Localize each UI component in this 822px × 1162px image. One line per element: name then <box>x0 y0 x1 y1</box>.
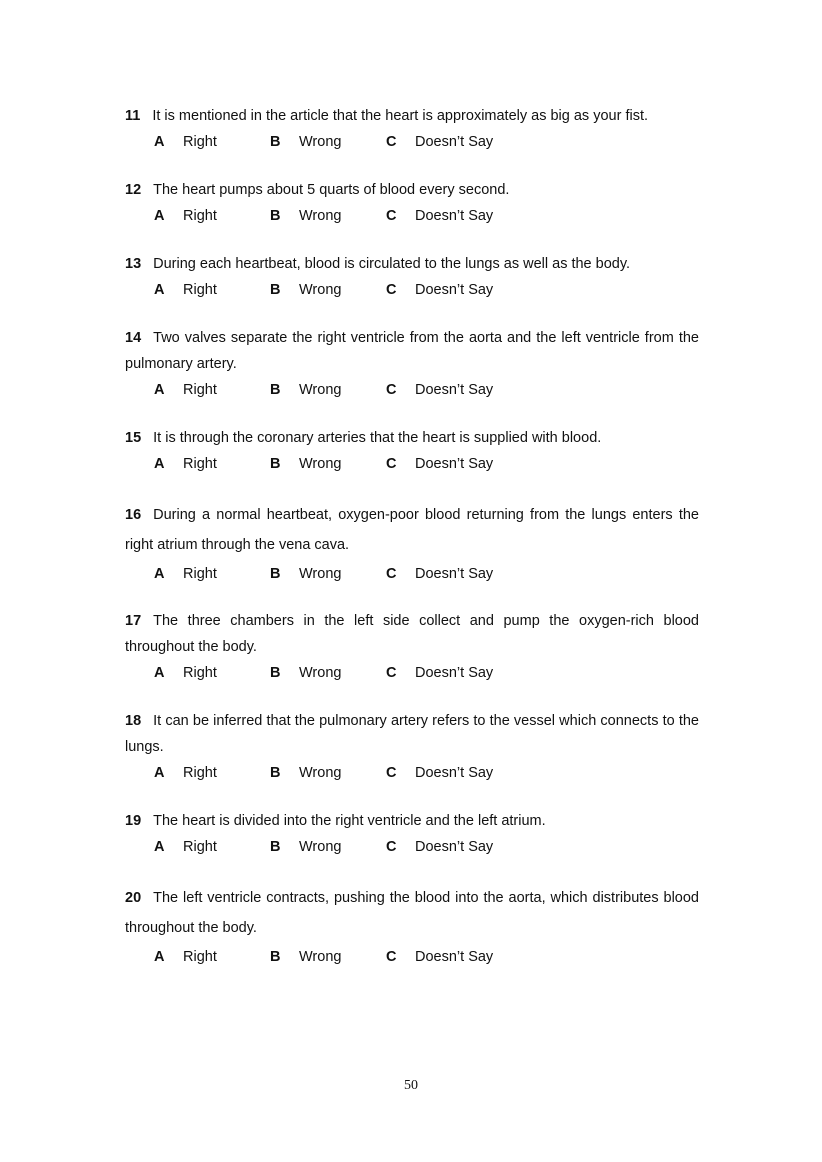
option-a[interactable] <box>154 949 270 965</box>
option-letter: C <box>386 134 397 150</box>
question-number: 17 <box>125 613 142 629</box>
option-b[interactable] <box>270 208 386 224</box>
option-label: Wrong <box>299 134 342 150</box>
question-text: During a normal heartbeat, oxygen-poor blood returning from the lungs enters the right atrium through the vena cava. <box>125 507 699 553</box>
option-label: Wrong <box>299 839 342 855</box>
option-c[interactable] <box>386 456 502 472</box>
option-label: Right <box>183 208 217 224</box>
option-b[interactable] <box>270 456 386 472</box>
option-b[interactable] <box>270 134 386 150</box>
option-label: Wrong <box>299 382 342 398</box>
answer-options <box>154 377 699 403</box>
option-label: Doesn’t Say <box>415 566 494 582</box>
option-c[interactable] <box>386 949 502 965</box>
option-letter: C <box>386 282 397 298</box>
option-label: Wrong <box>299 765 342 781</box>
question-text: It is mentioned in the article that the heart is approximately as big as your fist. <box>152 108 649 124</box>
option-letter: B <box>270 839 281 855</box>
question-number: 15 <box>125 430 142 446</box>
option-letter: A <box>154 456 165 472</box>
option-letter: B <box>270 665 281 681</box>
option-label: Right <box>183 765 217 781</box>
option-b[interactable] <box>270 566 386 582</box>
question-stem <box>125 883 699 943</box>
option-letter: A <box>154 665 165 681</box>
option-label: Doesn’t Say <box>415 134 494 150</box>
option-a[interactable] <box>154 566 270 582</box>
question-16 <box>125 500 699 587</box>
option-c[interactable] <box>386 134 502 150</box>
question-number: 12 <box>125 182 142 198</box>
question-text: The left ventricle contracts, pushing the blood into the aorta, which distributes blood throughout the body. <box>125 890 699 936</box>
question-number: 11 <box>125 108 141 124</box>
question-text: The three chambers in the left side collect and pump the oxygen-rich blood throughout the body. <box>125 613 699 655</box>
option-label: Doesn’t Say <box>415 765 494 781</box>
option-letter: C <box>386 765 397 781</box>
option-label: Wrong <box>299 566 342 582</box>
option-letter: C <box>386 949 397 965</box>
option-a[interactable] <box>154 839 270 855</box>
option-letter: C <box>386 665 397 681</box>
option-label: Right <box>183 949 217 965</box>
option-c[interactable] <box>386 665 502 681</box>
option-letter: B <box>270 382 281 398</box>
option-label: Right <box>183 456 217 472</box>
option-letter: B <box>270 208 281 224</box>
question-20 <box>125 883 699 970</box>
answer-options <box>154 660 699 686</box>
question-text: It is through the coronary arteries that the heart is supplied with blood. <box>153 430 602 446</box>
option-b[interactable] <box>270 282 386 298</box>
option-letter: A <box>154 208 165 224</box>
option-a[interactable] <box>154 208 270 224</box>
option-c[interactable] <box>386 839 502 855</box>
answer-options <box>154 203 699 229</box>
option-label: Wrong <box>299 949 342 965</box>
question-stem <box>125 325 699 377</box>
option-letter: A <box>154 282 165 298</box>
question-11 <box>125 103 699 155</box>
option-label: Doesn’t Say <box>415 282 494 298</box>
question-number: 16 <box>125 507 142 523</box>
option-label: Doesn’t Say <box>415 665 494 681</box>
option-label: Right <box>183 134 217 150</box>
option-letter: B <box>270 282 281 298</box>
answer-options <box>154 451 699 477</box>
option-letter: A <box>154 765 165 781</box>
question-stem <box>125 608 699 660</box>
question-stem <box>125 103 699 129</box>
question-text: The heart is divided into the right ventricle and the left atrium. <box>153 813 546 829</box>
option-a[interactable] <box>154 665 270 681</box>
question-stem <box>125 708 699 760</box>
option-b[interactable] <box>270 765 386 781</box>
option-letter: B <box>270 949 281 965</box>
question-17 <box>125 608 699 686</box>
option-a[interactable] <box>154 456 270 472</box>
option-letter: C <box>386 208 397 224</box>
question-text: Two valves separate the right ventricle from the aorta and the left ventricle from the pulmonary artery. <box>125 330 699 372</box>
option-letter: A <box>154 382 165 398</box>
page-number: 50 <box>404 1078 418 1093</box>
option-b[interactable] <box>270 839 386 855</box>
option-letter: A <box>154 566 165 582</box>
option-c[interactable] <box>386 566 502 582</box>
question-number: 19 <box>125 813 142 829</box>
question-stem <box>125 808 699 834</box>
answer-options <box>154 944 699 970</box>
option-b[interactable] <box>270 382 386 398</box>
option-b[interactable] <box>270 949 386 965</box>
option-c[interactable] <box>386 282 502 298</box>
question-12 <box>125 177 699 229</box>
question-number: 18 <box>125 713 142 729</box>
option-label: Right <box>183 566 217 582</box>
question-19 <box>125 808 699 860</box>
question-text: During each heartbeat, blood is circulated to the lungs as well as the body. <box>153 256 631 272</box>
question-15 <box>125 425 699 477</box>
option-letter: A <box>154 949 165 965</box>
option-letter: B <box>270 566 281 582</box>
option-c[interactable] <box>386 765 502 781</box>
option-label: Doesn’t Say <box>415 949 494 965</box>
option-a[interactable] <box>154 282 270 298</box>
option-label: Wrong <box>299 456 342 472</box>
question-text: It can be inferred that the pulmonary artery refers to the vessel which connects to the lungs. <box>125 713 699 755</box>
answer-options <box>154 561 699 587</box>
option-letter: C <box>386 839 397 855</box>
answer-options <box>154 760 699 786</box>
option-label: Right <box>183 282 217 298</box>
option-c[interactable] <box>386 208 502 224</box>
option-label: Doesn’t Say <box>415 382 494 398</box>
option-letter: A <box>154 839 165 855</box>
answer-options <box>154 129 699 155</box>
option-letter: B <box>270 765 281 781</box>
option-a[interactable] <box>154 765 270 781</box>
question-stem <box>125 251 699 277</box>
option-letter: C <box>386 566 397 582</box>
option-letter: C <box>386 382 397 398</box>
option-a[interactable] <box>154 382 270 398</box>
question-text: The heart pumps about 5 quarts of blood every second. <box>153 182 510 198</box>
answer-options <box>154 834 699 860</box>
question-number: 14 <box>125 330 142 346</box>
question-stem <box>125 500 699 560</box>
question-stem <box>125 177 699 203</box>
answer-options <box>154 277 699 303</box>
option-label: Wrong <box>299 665 342 681</box>
option-c[interactable] <box>386 382 502 398</box>
question-18 <box>125 708 699 786</box>
option-letter: B <box>270 134 281 150</box>
question-number: 20 <box>125 890 142 906</box>
option-label: Doesn’t Say <box>415 208 494 224</box>
option-label: Right <box>183 382 217 398</box>
option-label: Doesn’t Say <box>415 456 494 472</box>
option-label: Doesn’t Say <box>415 839 494 855</box>
option-letter: B <box>270 456 281 472</box>
option-letter: A <box>154 134 165 150</box>
question-14 <box>125 325 699 403</box>
question-13 <box>125 251 699 303</box>
option-label: Right <box>183 839 217 855</box>
question-number: 13 <box>125 256 142 272</box>
option-a[interactable] <box>154 134 270 150</box>
question-stem <box>125 425 699 451</box>
option-label: Wrong <box>299 208 342 224</box>
option-label: Wrong <box>299 282 342 298</box>
option-label: Right <box>183 665 217 681</box>
option-letter: C <box>386 456 397 472</box>
option-b[interactable] <box>270 665 386 681</box>
